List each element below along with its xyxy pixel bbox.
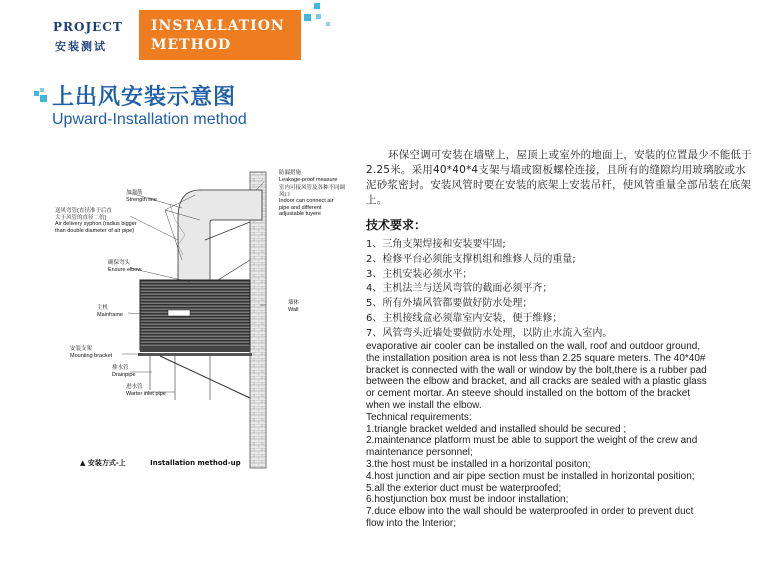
- english-description: [366, 341, 756, 530]
- en-line: between the elbow and bracket, and all cracks are sealed with a plastic glass: [366, 376, 707, 388]
- en-line: 6.hostjunction box must be indoor installation;: [366, 494, 569, 506]
- intro-paragraph-cn: 环保空调可安装在墙壁上，屋顶上或室外的地面上，安装的位置最少不能低于2.25米。采用40*40*4支架与墙或窗板螺栓连接，且所有的缝隙均用玻璃胶或水泥砂浆密封。安装风管时要在安装的底架上安装吊杆，使风管重量全部吊装在底架上。: [366, 149, 752, 206]
- en-line: Technical requirements:: [366, 411, 472, 423]
- banner-line-1: INSTALLATION: [151, 18, 285, 34]
- project-label-en: PROJECT: [53, 20, 123, 34]
- en-line: or cement mortar. An steeve should installed on the bottom of the bracket: [366, 388, 691, 400]
- installation-method-banner: [139, 10, 301, 60]
- section-title-cn: 上出风安装示意图: [52, 85, 237, 110]
- mainframe-body: [140, 280, 250, 350]
- en-line: bracket is connected with the wall or window by the bolt,there is a rubber pad: [366, 364, 707, 376]
- en-line: 4.host junction and air pipe section must be installed in horizontal position;: [366, 470, 695, 482]
- en-line: 1.triangle bracket welded and installed should be secured ;: [366, 423, 627, 435]
- en-line: evaporative air cooler can be installed on the wall, roof and outdoor ground,: [366, 341, 701, 352]
- mounting-bracket: [138, 353, 252, 356]
- diagram-caption: ▲ 安装方式-上 Installation method-up: [80, 459, 241, 467]
- list-item: 1、三角支架焊接和安装要牢固;: [366, 239, 506, 250]
- en-line: the installation position area is not less than 2.25 square meters. The 40*40#: [366, 352, 706, 364]
- project-label-box: [45, 14, 139, 58]
- banner-line-2: METHOD: [151, 37, 232, 53]
- en-line: 7.duce elbow into the wall should be waterproofed in order to prevent duct: [366, 506, 694, 518]
- list-item: 5、所有外墙风管都要做好防水处理；: [366, 298, 533, 310]
- installation-diagram: [50, 160, 350, 480]
- list-item: 2、检修平台必须能支撑机组和维修人员的重量;: [366, 253, 576, 265]
- label-bracket: 安装支架 Mounting bracket: [70, 346, 113, 359]
- en-line: 3.the host must be installed in a horizontal positon;: [366, 458, 591, 470]
- en-line: maintenance personnel;: [366, 447, 473, 459]
- en-line: when we install the elbow.: [366, 399, 482, 411]
- section-title-en: Upward-Installation method: [52, 111, 247, 128]
- list-item: 3、主机安装必须水平；: [366, 268, 473, 280]
- decorative-squares: [286, 0, 346, 60]
- en-line: 5.all the exterior duct must be waterproofed;: [366, 482, 562, 494]
- label-water-inlet: 进水管 Warter inlet pipe: [126, 384, 166, 397]
- list-item: 7、风管弯头近墙处要做防水处理，以防止水流入室内。: [366, 327, 613, 339]
- label-mainframe: 主机 Mainframe: [97, 305, 123, 318]
- label-wall: 墙体 Wall: [288, 300, 300, 313]
- list-item: 4、主机法兰与送风弯管的截面必须平齐；: [366, 283, 553, 295]
- list-item: 6、主机接线盒必须靠室内安装，便于维修；: [366, 312, 563, 324]
- label-elbow: 确保弯头 Ensure elbow: [108, 260, 142, 273]
- label-strength: 加强筋 Strength line: [126, 190, 157, 203]
- en-line: 2.maintenance platform must be able to support the weight of the crew and: [366, 435, 698, 447]
- requirements-list-cn: [366, 238, 756, 342]
- label-leakage: 防漏措施 Leakage-proof measure: [279, 170, 338, 183]
- label-drainpipe: 排水管 Drainpipe: [112, 365, 136, 378]
- label-indoor: 室内可接风管及各种不同调 风口 Indoor can connect air pipe and different adjustable tuyere: [279, 185, 346, 217]
- en-line: flow into the Interior;: [366, 517, 457, 529]
- requirements-title: 技术要求：: [366, 218, 427, 232]
- label-air-delivery: 送风弯管(直径准于后直 大于风管的直径二倍) Air delivery syphon (radius bigger than double diameter of air pipe): [55, 208, 137, 234]
- project-label-cn: 安装测试: [55, 40, 107, 53]
